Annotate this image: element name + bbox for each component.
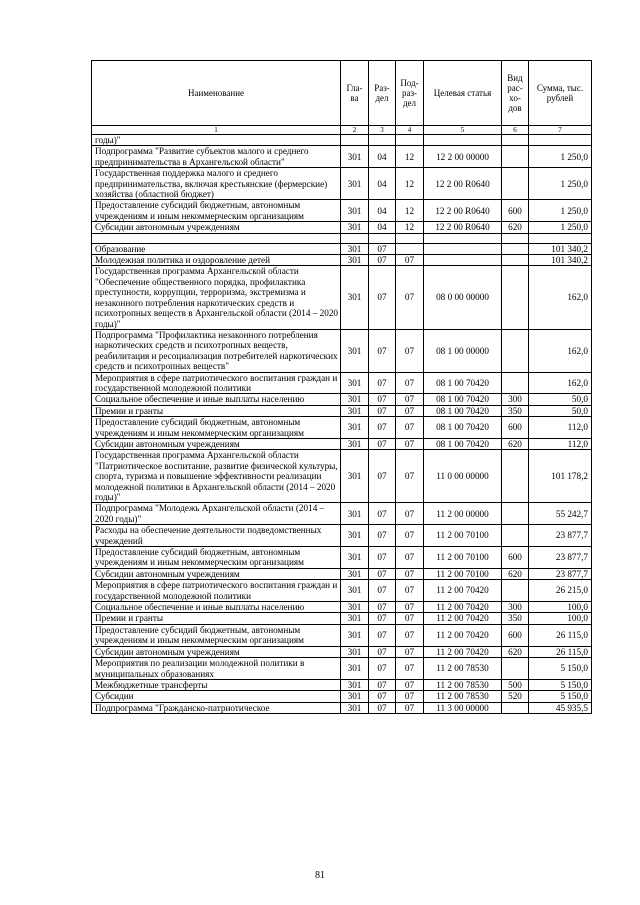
row-podrazdel: 07 bbox=[396, 405, 424, 416]
row-name: Социальное обеспечение и иные выплаты населению bbox=[92, 394, 341, 405]
table-row bbox=[92, 580, 592, 602]
row-target-article: 12 2 00 R0640 bbox=[424, 222, 502, 233]
row-sum bbox=[529, 233, 592, 243]
row-podrazdel bbox=[396, 233, 424, 243]
table-row bbox=[92, 372, 592, 394]
table-row bbox=[92, 222, 592, 233]
row-expense-type: 300 bbox=[502, 394, 529, 405]
row-razdel: 07 bbox=[369, 568, 396, 579]
row-sum: 101 340,2 bbox=[529, 255, 592, 266]
row-podrazdel: 12 bbox=[396, 168, 424, 200]
row-name: Подпрограмма "Профилактика незаконного потребления наркотических средств и психотропных веществ, реабилитация и ресоциализация потребителей наркотических средств и психотропных веществ" bbox=[92, 329, 341, 372]
row-target-article: 11 2 00 70420 bbox=[424, 602, 502, 613]
row-target-article: 11 2 00 70420 bbox=[424, 646, 502, 657]
row-target-article: 11 2 00 70420 bbox=[424, 580, 502, 602]
column-number: 6 bbox=[502, 126, 529, 135]
row-target-article: 11 3 00 00000 bbox=[424, 702, 502, 713]
row-target-article: 12 2 00 00000 bbox=[424, 146, 502, 168]
row-target-article: 11 2 00 70100 bbox=[424, 568, 502, 579]
row-sum: 112,0 bbox=[529, 438, 592, 449]
row-glava: 301 bbox=[341, 624, 369, 646]
row-glava: 301 bbox=[341, 255, 369, 266]
row-name: Государственная программа Архангельской области "Обеспечение общественного порядка, профилактика преступности, коррупции, терроризма, экстремизма и незаконного потребления наркотических средств и психотропных веществ в Архангельской области (2014 – 2020 годы)" bbox=[92, 266, 341, 329]
row-expense-type bbox=[502, 146, 529, 168]
row-sum: 45 935,5 bbox=[529, 702, 592, 713]
row-target-article: 11 2 00 70100 bbox=[424, 547, 502, 569]
row-razdel: 07 bbox=[369, 438, 396, 449]
row-razdel: 07 bbox=[369, 503, 396, 525]
row-glava: 301 bbox=[341, 568, 369, 579]
table-row bbox=[92, 405, 592, 416]
row-sum: 100,0 bbox=[529, 613, 592, 624]
table-row bbox=[92, 568, 592, 579]
row-name: Социальное обеспечение и иные выплаты населению bbox=[92, 602, 341, 613]
row-glava bbox=[341, 135, 369, 146]
row-podrazdel: 07 bbox=[396, 691, 424, 702]
table-row bbox=[92, 135, 592, 146]
table-header-row bbox=[92, 61, 592, 126]
row-razdel: 07 bbox=[369, 613, 396, 624]
row-podrazdel: 07 bbox=[396, 679, 424, 690]
row-expense-type: 600 bbox=[502, 200, 529, 222]
row-name: Расходы на обеспечение деятельности подведомственных учреждений bbox=[92, 525, 341, 547]
row-razdel: 04 bbox=[369, 222, 396, 233]
row-name: Государственная поддержка малого и среднего предпринимательства, включая крестьянские (фермерские) хозяйства (областной бюджет) bbox=[92, 168, 341, 200]
table-body bbox=[92, 135, 592, 714]
row-sum: 50,0 bbox=[529, 394, 592, 405]
column-number: 4 bbox=[396, 126, 424, 135]
row-glava: 301 bbox=[341, 602, 369, 613]
table-row bbox=[92, 624, 592, 646]
row-name: Премии и гранты bbox=[92, 405, 341, 416]
row-razdel: 07 bbox=[369, 450, 396, 503]
row-sum: 26 115,0 bbox=[529, 624, 592, 646]
row-podrazdel: 07 bbox=[396, 613, 424, 624]
row-target-article: 08 1 00 70420 bbox=[424, 372, 502, 394]
row-podrazdel: 07 bbox=[396, 624, 424, 646]
row-expense-type: 600 bbox=[502, 547, 529, 569]
row-expense-type: 620 bbox=[502, 438, 529, 449]
row-sum: 5 150,0 bbox=[529, 658, 592, 680]
row-sum: 5 150,0 bbox=[529, 679, 592, 690]
row-target-article: 11 2 00 70420 bbox=[424, 613, 502, 624]
table-row bbox=[92, 702, 592, 713]
row-glava: 301 bbox=[341, 168, 369, 200]
row-glava: 301 bbox=[341, 702, 369, 713]
column-number: 3 bbox=[369, 126, 396, 135]
row-razdel: 07 bbox=[369, 405, 396, 416]
row-glava: 301 bbox=[341, 691, 369, 702]
row-sum: 23 877,7 bbox=[529, 568, 592, 579]
row-target-article bbox=[424, 135, 502, 146]
row-podrazdel: 07 bbox=[396, 602, 424, 613]
row-expense-type: 620 bbox=[502, 646, 529, 657]
row-name: Субсидии автономным учреждениям bbox=[92, 568, 341, 579]
row-razdel bbox=[369, 135, 396, 146]
row-expense-type bbox=[502, 233, 529, 243]
column-number: 5 bbox=[424, 126, 502, 135]
row-name: Предоставление субсидий бюджетным, автономным учреждениям и иным некоммерческим организациям bbox=[92, 417, 341, 439]
table-row bbox=[92, 329, 592, 372]
table-row bbox=[92, 255, 592, 266]
row-razdel: 07 bbox=[369, 646, 396, 657]
row-name: Межбюджетные трансферты bbox=[92, 679, 341, 690]
header-glava: Гла-ва bbox=[341, 61, 369, 126]
row-expense-type bbox=[502, 266, 529, 329]
table-row bbox=[92, 146, 592, 168]
header-razdel: Раз-дел bbox=[369, 61, 396, 126]
row-podrazdel bbox=[396, 135, 424, 146]
column-number-row bbox=[92, 126, 592, 135]
row-razdel: 07 bbox=[369, 372, 396, 394]
row-target-article bbox=[424, 243, 502, 254]
row-razdel: 07 bbox=[369, 702, 396, 713]
table-row bbox=[92, 168, 592, 200]
row-sum: 162,0 bbox=[529, 266, 592, 329]
row-expense-type: 500 bbox=[502, 679, 529, 690]
row-podrazdel: 07 bbox=[396, 525, 424, 547]
row-sum: 5 150,0 bbox=[529, 691, 592, 702]
row-podrazdel: 07 bbox=[396, 394, 424, 405]
row-target-article: 08 1 00 70420 bbox=[424, 394, 502, 405]
row-glava: 301 bbox=[341, 146, 369, 168]
table-row bbox=[92, 691, 592, 702]
table-row bbox=[92, 394, 592, 405]
row-target-article: 12 2 00 R0640 bbox=[424, 200, 502, 222]
row-name: Подпрограмма "Развитие субъектов малого и среднего предпринимательства в Архангельской области" bbox=[92, 146, 341, 168]
row-podrazdel: 07 bbox=[396, 503, 424, 525]
row-glava: 301 bbox=[341, 658, 369, 680]
row-razdel: 07 bbox=[369, 243, 396, 254]
row-sum: 1 250,0 bbox=[529, 222, 592, 233]
row-expense-type: 350 bbox=[502, 405, 529, 416]
row-podrazdel: 07 bbox=[396, 702, 424, 713]
row-podrazdel: 07 bbox=[396, 266, 424, 329]
row-sum: 162,0 bbox=[529, 372, 592, 394]
row-expense-type bbox=[502, 503, 529, 525]
row-name: Предоставление субсидий бюджетным, автономным учреждениям и иным некоммерческим организациям bbox=[92, 547, 341, 569]
row-razdel: 07 bbox=[369, 417, 396, 439]
row-target-article: 08 1 00 70420 bbox=[424, 405, 502, 416]
row-expense-type bbox=[502, 329, 529, 372]
row-glava: 301 bbox=[341, 438, 369, 449]
row-sum: 50,0 bbox=[529, 405, 592, 416]
row-name: Премии и гранты bbox=[92, 613, 341, 624]
row-expense-type bbox=[502, 702, 529, 713]
row-name: Образование bbox=[92, 243, 341, 254]
table-row bbox=[92, 243, 592, 254]
row-name: Молодежная политика и оздоровление детей bbox=[92, 255, 341, 266]
row-expense-type: 620 bbox=[502, 568, 529, 579]
row-razdel: 07 bbox=[369, 329, 396, 372]
row-target-article: 08 0 00 00000 bbox=[424, 266, 502, 329]
row-expense-type bbox=[502, 450, 529, 503]
row-expense-type bbox=[502, 658, 529, 680]
row-expense-type bbox=[502, 580, 529, 602]
row-name: Государственная программа Архангельской области "Патриотическое воспитание, развитие физической культуры, спорта, туризма и повышение эффективности реализации молодежной политики в Архангельской области (2014 – 2020 годы)" bbox=[92, 450, 341, 503]
row-razdel: 07 bbox=[369, 679, 396, 690]
row-name: Подпрограмма "Молодежь Архангельской области (2014 – 2020 годы)" bbox=[92, 503, 341, 525]
row-podrazdel: 07 bbox=[396, 329, 424, 372]
row-sum: 1 250,0 bbox=[529, 146, 592, 168]
row-name: Субсидии автономным учреждениям bbox=[92, 646, 341, 657]
table-row bbox=[92, 646, 592, 657]
row-glava: 301 bbox=[341, 266, 369, 329]
header-podrazdel: Под-раз-дел bbox=[396, 61, 424, 126]
row-target-article: 11 2 00 00000 bbox=[424, 503, 502, 525]
table-row bbox=[92, 503, 592, 525]
row-razdel: 07 bbox=[369, 624, 396, 646]
row-target-article: 08 1 00 70420 bbox=[424, 438, 502, 449]
row-name bbox=[92, 233, 341, 243]
row-expense-type bbox=[502, 168, 529, 200]
row-glava: 301 bbox=[341, 329, 369, 372]
table-row bbox=[92, 547, 592, 569]
row-target-article: 08 1 00 00000 bbox=[424, 329, 502, 372]
table-row bbox=[92, 438, 592, 449]
row-expense-type bbox=[502, 372, 529, 394]
table-row bbox=[92, 417, 592, 439]
row-name: Подпрограмма "Гражданско-патриотическое bbox=[92, 702, 341, 713]
row-target-article: 11 2 00 78530 bbox=[424, 691, 502, 702]
table-row bbox=[92, 658, 592, 680]
column-number: 1 bbox=[92, 126, 341, 135]
row-glava bbox=[341, 233, 369, 243]
page-number: 81 bbox=[315, 870, 325, 881]
header-name: Наименование bbox=[92, 61, 341, 126]
row-expense-type: 600 bbox=[502, 417, 529, 439]
row-podrazdel: 12 bbox=[396, 146, 424, 168]
row-expense-type: 350 bbox=[502, 613, 529, 624]
row-name: Субсидии автономным учреждениям bbox=[92, 438, 341, 449]
row-glava: 301 bbox=[341, 372, 369, 394]
row-podrazdel: 12 bbox=[396, 200, 424, 222]
row-name: Мероприятия в сфере патриотического воспитания граждан и государственной молодежной политики bbox=[92, 372, 341, 394]
row-target-article bbox=[424, 255, 502, 266]
row-podrazdel: 07 bbox=[396, 372, 424, 394]
row-glava: 301 bbox=[341, 679, 369, 690]
row-sum: 101 340,2 bbox=[529, 243, 592, 254]
row-razdel: 07 bbox=[369, 394, 396, 405]
row-podrazdel: 07 bbox=[396, 646, 424, 657]
row-glava: 301 bbox=[341, 503, 369, 525]
table-row bbox=[92, 266, 592, 329]
row-podrazdel: 07 bbox=[396, 658, 424, 680]
row-razdel: 07 bbox=[369, 547, 396, 569]
row-glava: 301 bbox=[341, 646, 369, 657]
row-name: годы)" bbox=[92, 135, 341, 146]
row-glava: 301 bbox=[341, 580, 369, 602]
row-glava: 301 bbox=[341, 394, 369, 405]
row-sum: 1 250,0 bbox=[529, 168, 592, 200]
row-podrazdel: 07 bbox=[396, 438, 424, 449]
row-target-article: 11 2 00 78530 bbox=[424, 679, 502, 690]
row-sum: 26 215,0 bbox=[529, 580, 592, 602]
header-sum: Сумма, тыс. рублей bbox=[529, 61, 592, 126]
row-razdel: 04 bbox=[369, 200, 396, 222]
row-podrazdel: 07 bbox=[396, 417, 424, 439]
row-podrazdel: 07 bbox=[396, 450, 424, 503]
row-razdel: 04 bbox=[369, 168, 396, 200]
row-target-article: 12 2 00 R0640 bbox=[424, 168, 502, 200]
table-row bbox=[92, 450, 592, 503]
row-sum: 101 178,2 bbox=[529, 450, 592, 503]
row-razdel: 07 bbox=[369, 602, 396, 613]
row-podrazdel: 12 bbox=[396, 222, 424, 233]
row-sum: 26 115,0 bbox=[529, 646, 592, 657]
row-glava: 301 bbox=[341, 243, 369, 254]
row-podrazdel: 07 bbox=[396, 255, 424, 266]
row-podrazdel: 07 bbox=[396, 568, 424, 579]
header-target-article: Целевая статья bbox=[424, 61, 502, 126]
row-name: Предоставление субсидий бюджетным, автономным учреждениям и иным некоммерческим организациям bbox=[92, 200, 341, 222]
table-row bbox=[92, 602, 592, 613]
row-target-article: 08 1 00 70420 bbox=[424, 417, 502, 439]
row-sum: 162,0 bbox=[529, 329, 592, 372]
row-glava: 301 bbox=[341, 450, 369, 503]
row-razdel bbox=[369, 233, 396, 243]
row-razdel: 07 bbox=[369, 580, 396, 602]
row-sum bbox=[529, 135, 592, 146]
row-podrazdel: 07 bbox=[396, 547, 424, 569]
row-razdel: 07 bbox=[369, 691, 396, 702]
row-expense-type bbox=[502, 525, 529, 547]
header-expense-type: Вид рас-хо-дов bbox=[502, 61, 529, 126]
row-name: Субсидии bbox=[92, 691, 341, 702]
row-expense-type: 600 bbox=[502, 624, 529, 646]
row-sum: 23 877,7 bbox=[529, 547, 592, 569]
row-glava: 301 bbox=[341, 222, 369, 233]
row-expense-type bbox=[502, 255, 529, 266]
row-razdel: 07 bbox=[369, 266, 396, 329]
row-target-article: 11 0 00 00000 bbox=[424, 450, 502, 503]
row-glava: 301 bbox=[341, 200, 369, 222]
table-row bbox=[92, 200, 592, 222]
row-glava: 301 bbox=[341, 547, 369, 569]
row-razdel: 04 bbox=[369, 146, 396, 168]
row-glava: 301 bbox=[341, 405, 369, 416]
row-expense-type: 300 bbox=[502, 602, 529, 613]
row-target-article: 11 2 00 78530 bbox=[424, 658, 502, 680]
row-expense-type: 620 bbox=[502, 222, 529, 233]
row-name: Субсидии автономным учреждениям bbox=[92, 222, 341, 233]
row-glava: 301 bbox=[341, 525, 369, 547]
row-name: Мероприятия по реализации молодежной политики в муниципальных образованиях bbox=[92, 658, 341, 680]
table-row bbox=[92, 525, 592, 547]
row-sum: 1 250,0 bbox=[529, 200, 592, 222]
budget-table bbox=[91, 60, 592, 714]
row-podrazdel: 07 bbox=[396, 580, 424, 602]
row-expense-type: 520 bbox=[502, 691, 529, 702]
row-razdel: 07 bbox=[369, 255, 396, 266]
row-target-article: 11 2 00 70100 bbox=[424, 525, 502, 547]
row-target-article bbox=[424, 233, 502, 243]
row-sum: 100,0 bbox=[529, 602, 592, 613]
row-name: Мероприятия в сфере патриотического воспитания граждан и государственной молодежной политики bbox=[92, 580, 341, 602]
row-expense-type bbox=[502, 243, 529, 254]
row-razdel: 07 bbox=[369, 525, 396, 547]
row-target-article: 11 2 00 70420 bbox=[424, 624, 502, 646]
row-name: Предоставление субсидий бюджетным, автономным учреждениям и иным некоммерческим организациям bbox=[92, 624, 341, 646]
row-glava: 301 bbox=[341, 417, 369, 439]
row-sum: 23 877,7 bbox=[529, 525, 592, 547]
row-sum: 112,0 bbox=[529, 417, 592, 439]
column-number: 2 bbox=[341, 126, 369, 135]
table-row bbox=[92, 613, 592, 624]
row-sum: 55 242,7 bbox=[529, 503, 592, 525]
row-podrazdel bbox=[396, 243, 424, 254]
column-number: 7 bbox=[529, 126, 592, 135]
table-row bbox=[92, 679, 592, 690]
row-expense-type bbox=[502, 135, 529, 146]
row-razdel: 07 bbox=[369, 658, 396, 680]
table-row bbox=[92, 233, 592, 243]
row-glava: 301 bbox=[341, 613, 369, 624]
